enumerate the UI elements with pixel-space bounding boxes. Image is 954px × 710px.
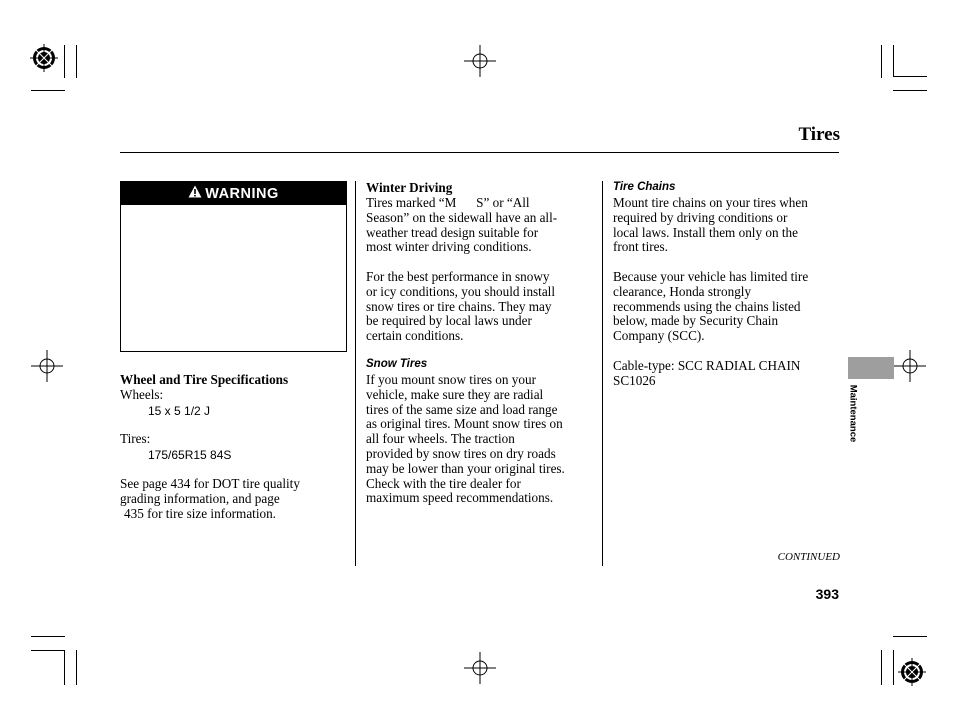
crop-mark [64, 650, 65, 685]
warning-label: WARNING [205, 185, 279, 202]
column-divider [602, 181, 603, 566]
crop-mark [881, 650, 882, 685]
header-rule [120, 152, 839, 153]
warning-box [120, 181, 347, 352]
paragraph-line: as original tires. Mount snow tires on [366, 416, 563, 432]
crop-mark [893, 76, 927, 77]
paragraph-line: Company (SCC). [613, 328, 705, 344]
crop-mark [31, 90, 65, 91]
paragraph-line: vehicle, make sure they are radial [366, 386, 544, 402]
paragraph-line: most winter driving conditions. [366, 239, 532, 255]
wheels-label: Wheels: [120, 387, 164, 402]
paragraph-line: recommends using the chains listed [613, 298, 801, 314]
paragraph-line: Check with the tire dealer for [366, 475, 521, 491]
section-heading: Wheel and Tire Specifications [120, 372, 289, 387]
section-heading: Winter Driving [366, 180, 453, 195]
crop-mark [893, 90, 927, 91]
registration-target-icon [898, 658, 926, 686]
paragraph-line: all four wheels. The traction [366, 431, 515, 447]
paragraph-line: front tires. [613, 239, 668, 255]
paragraph-line: snow tires or tire chains. They may [366, 298, 552, 314]
paragraph-line: local laws. Install them only on the [613, 224, 798, 240]
continued-label: CONTINUED [777, 551, 840, 563]
tires-label: Tires: [120, 431, 151, 446]
crop-mark [31, 636, 65, 637]
wheels-value: 15 x 5 1/2 J [148, 404, 211, 418]
note-line: See page 434 for DOT tire quality [120, 476, 300, 491]
registration-mark [31, 350, 63, 382]
crop-mark [893, 636, 927, 637]
paragraph-line: certain conditions. [366, 328, 464, 344]
warning-banner [121, 182, 346, 205]
subheading: Snow Tires [366, 358, 428, 370]
paragraph-line: maximum speed recommendations. [366, 490, 554, 506]
crop-mark [76, 45, 77, 78]
paragraph-line: may be lower than your original tires. [366, 460, 565, 476]
paragraph-line: below, made by Security Chain [613, 313, 779, 329]
warning-triangle-icon [188, 185, 202, 203]
paragraph-line: For the best performance in snowy [366, 269, 550, 284]
note-line: grading information, and page [120, 490, 280, 506]
crop-mark [881, 45, 882, 78]
tires-value: 175/65R15 84S [148, 448, 232, 462]
page-title: Tires [798, 124, 840, 145]
paragraph-line: weather tread design suitable for [366, 224, 539, 240]
registration-target-icon [30, 44, 58, 72]
crop-mark [31, 650, 65, 651]
registration-mark [894, 350, 926, 382]
paragraph-line: be required by local laws under [366, 313, 532, 329]
paragraph-line: If you mount snow tires on your [366, 372, 536, 387]
paragraph-line: provided by snow tires on dry roads [366, 446, 556, 461]
crop-mark [64, 45, 65, 78]
paragraph-line: Tires marked “M S” or “All [366, 195, 530, 210]
page-number: 393 [815, 586, 839, 602]
crop-mark [76, 650, 77, 685]
registration-mark [464, 45, 496, 77]
crop-mark [893, 45, 894, 77]
paragraph-line: Mount tire chains on your tires when [613, 195, 808, 210]
paragraph-line: SC1026 [613, 372, 656, 388]
note-line: 435 for tire size information. [124, 505, 276, 521]
paragraph-line: Because your vehicle has limited tire [613, 269, 809, 284]
paragraph-line: or icy conditions, you should install [366, 283, 556, 299]
paragraph-line: required by driving conditions or [613, 209, 788, 225]
crop-mark [893, 650, 894, 685]
paragraph-line: Season” on the sidewall have an all- [366, 209, 558, 225]
paragraph-line: tires of the same size and load range [366, 401, 558, 417]
side-tab-label: Maintenance [847, 384, 859, 443]
registration-mark [464, 652, 496, 684]
column-divider [355, 181, 356, 566]
paragraph-line: clearance, Honda strongly [613, 283, 752, 299]
subheading: Tire Chains [613, 181, 676, 193]
paragraph-line: Cable-type: SCC RADIAL CHAIN [613, 358, 801, 373]
